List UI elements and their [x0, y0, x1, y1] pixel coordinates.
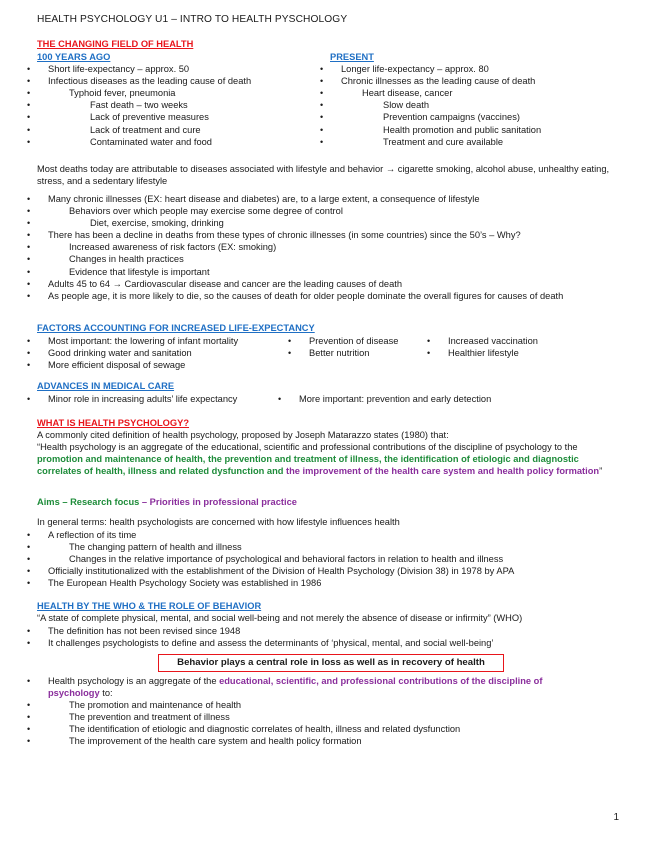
list-item: • Healthier lifestyle	[437, 347, 617, 359]
page-number: 1	[613, 812, 619, 823]
list-item: • Infectious diseases as the leading cause of death	[37, 75, 327, 87]
paragraph-text: Most deaths today are attributable to diseases associated with lifestyle and behavior → cigarette smoking, alcohol abuse, unhealthy eating, stress, and a sedentary lifestyle	[37, 164, 610, 187]
what-list	[37, 529, 621, 589]
list-item: • Evidence that lifestyle is important	[37, 266, 621, 278]
quote-end: ”	[599, 466, 603, 477]
who-quote: “A state of complete physical, mental, and social well-being and not merely the absence of disease or infirmity” (WHO)	[37, 613, 523, 623]
chronic-illness-list	[37, 193, 621, 302]
list-item: • The changing pattern of health and illness	[37, 541, 621, 553]
list-item: • More efficient disposal of sewage	[37, 359, 297, 371]
health-psych-list	[37, 675, 621, 748]
quote-and-text: and	[264, 466, 287, 477]
list-item: • It challenges psychologists to define and assess the determinants of ‘physical, mental, and social well-being’	[37, 637, 621, 649]
past-heading: 100 YEARS AGO	[37, 52, 111, 62]
list-item: • Changes in the relative importance of psychological and behavioral factors in relation to health and illness	[37, 553, 621, 565]
list-item: • Lack of treatment and cure	[37, 124, 327, 136]
list-item: • Many chronic illnesses (EX: heart disease and diabetes) are, to a large extent, a consequence of lifestyle	[37, 193, 621, 205]
what-intro: A commonly cited definition of health psychology, proposed by Joseph Matarazzo states (1980) that:	[37, 430, 449, 440]
list-item: • Chronic illnesses as the leading cause of death	[330, 75, 620, 87]
list-item: • The European Health Psychology Society was established in 1986	[37, 577, 621, 589]
list-item: • Longer life-expectancy – approx. 80	[330, 63, 620, 75]
present-heading: PRESENT	[330, 52, 374, 62]
list-item: • The improvement of the health care system and health policy formation	[37, 735, 621, 747]
priorities-text: Priorities in professional practice	[149, 497, 297, 507]
list-item: • The promotion and maintenance of health	[37, 699, 621, 711]
factors-heading: FACTORS ACCOUNTING FOR INCREASED LIFE-EXPECTANCY	[37, 323, 315, 333]
quote-purple-text: the improvement of the health care system and health policy formation	[286, 466, 600, 477]
what-heading: WHAT IS HEALTH PSYCHOLOGY?	[37, 418, 190, 428]
past-list	[37, 63, 327, 148]
changing-field-heading: THE CHANGING FIELD OF HEALTH	[37, 39, 194, 49]
who-heading: HEALTH BY THE WHO & THE ROLE OF BEHAVIOR	[37, 601, 262, 611]
behavior-callout-box: Behavior plays a central role in loss as well as in recovery of health	[158, 654, 504, 672]
present-column	[330, 51, 620, 148]
quote-green-text: promotion and maintenance of health, the prevention and treatment of illness, the identification of etiologic and diagnostic correlates of health, illness and related dysfunction	[37, 454, 579, 477]
list-item: • Lack of preventive measures	[37, 111, 327, 123]
list-item: • Behaviors over which people may exercise some degree of control	[37, 205, 621, 217]
aims-line	[37, 496, 621, 508]
list-item	[37, 675, 621, 699]
list-item: • Fast death – two weeks	[37, 99, 327, 111]
list-item: • Increased awareness of risk factors (EX: smoking)	[37, 241, 621, 253]
list-item: • Slow death	[330, 99, 620, 111]
list-item: • Health promotion and public sanitation	[330, 124, 620, 136]
list-item: • Changes in health practices	[37, 253, 621, 265]
general-terms-line: In general terms: health psychologists are concerned with how lifestyle influences health	[37, 517, 400, 527]
aims-separator: –	[139, 497, 150, 507]
list-item: • Diet, exercise, smoking, drinking	[37, 217, 621, 229]
who-list	[37, 625, 621, 649]
list-item: • A reflection of its time	[37, 529, 621, 541]
factors-list-1	[37, 335, 297, 371]
aims-text: Aims – Research focus	[37, 497, 140, 507]
factors-list-3	[437, 335, 617, 359]
list-item: • There has been a decline in deaths from these types of chronic illnesses (in some countries) since the 50’s – Why?	[37, 229, 621, 241]
quote-text: “Health psychology is an aggregate of the educational, scientific and professional contributions of the discipline of psychology to the	[37, 442, 578, 452]
present-list	[330, 63, 620, 148]
list-item: • Officially institutionalized with the establishment of the Division of Health Psychology (Division 38) in 1978 by APA	[37, 565, 621, 577]
list-item: • Minor role in increasing adults’ life expectancy	[37, 393, 297, 405]
list-item: • Treatment and cure available	[330, 136, 620, 148]
list-item: • The prevention and treatment of illness	[37, 711, 621, 723]
list-item: • Typhoid fever, pneumonia	[37, 87, 327, 99]
list-item: • Better nutrition	[298, 347, 438, 359]
list-item: • Increased vaccination	[437, 335, 617, 347]
list-item: • Adults 45 to 64 → Cardiovascular disease and cancer are the leading causes of death	[37, 278, 621, 290]
list-item: • Prevention of disease	[298, 335, 438, 347]
list-item: • The identification of etiologic and diagnostic correlates of health, illness and related dysfunction	[37, 723, 621, 735]
past-column	[37, 51, 327, 148]
lifestyle-paragraph	[37, 163, 621, 187]
list-item: • Prevention campaigns (vaccines)	[330, 111, 620, 123]
factors-list-2	[298, 335, 438, 359]
advances-list-2	[288, 393, 608, 405]
list-item: • As people age, it is more likely to die, so the causes of death for older people dominate the overall figures for causes of death	[37, 290, 621, 302]
list-item: • Short life-expectancy – approx. 50	[37, 63, 327, 75]
list-item-text: Health psychology is an aggregate of the	[48, 676, 220, 686]
list-item: • More important: prevention and early detection	[288, 393, 608, 405]
list-item-purple-text: educational, scientific, and professional contributions of the discipline of psychology	[48, 676, 543, 699]
matarazzo-definition	[37, 441, 621, 477]
list-item-suffix: to:	[99, 688, 113, 699]
document-title: HEALTH PSYCHOLOGY U1 – INTRO TO HEALTH PYSCHOLOGY	[37, 14, 348, 25]
advances-heading: ADVANCES IN MEDICAL CARE	[37, 381, 175, 391]
list-item: • Most important: the lowering of infant mortality	[37, 335, 297, 347]
advances-list-1	[37, 393, 297, 405]
list-item: • Heart disease, cancer	[330, 87, 620, 99]
list-item: • Contaminated water and food	[37, 136, 327, 148]
list-item: • The definition has not been revised since 1948	[37, 625, 621, 637]
list-item: • Good drinking water and sanitation	[37, 347, 297, 359]
